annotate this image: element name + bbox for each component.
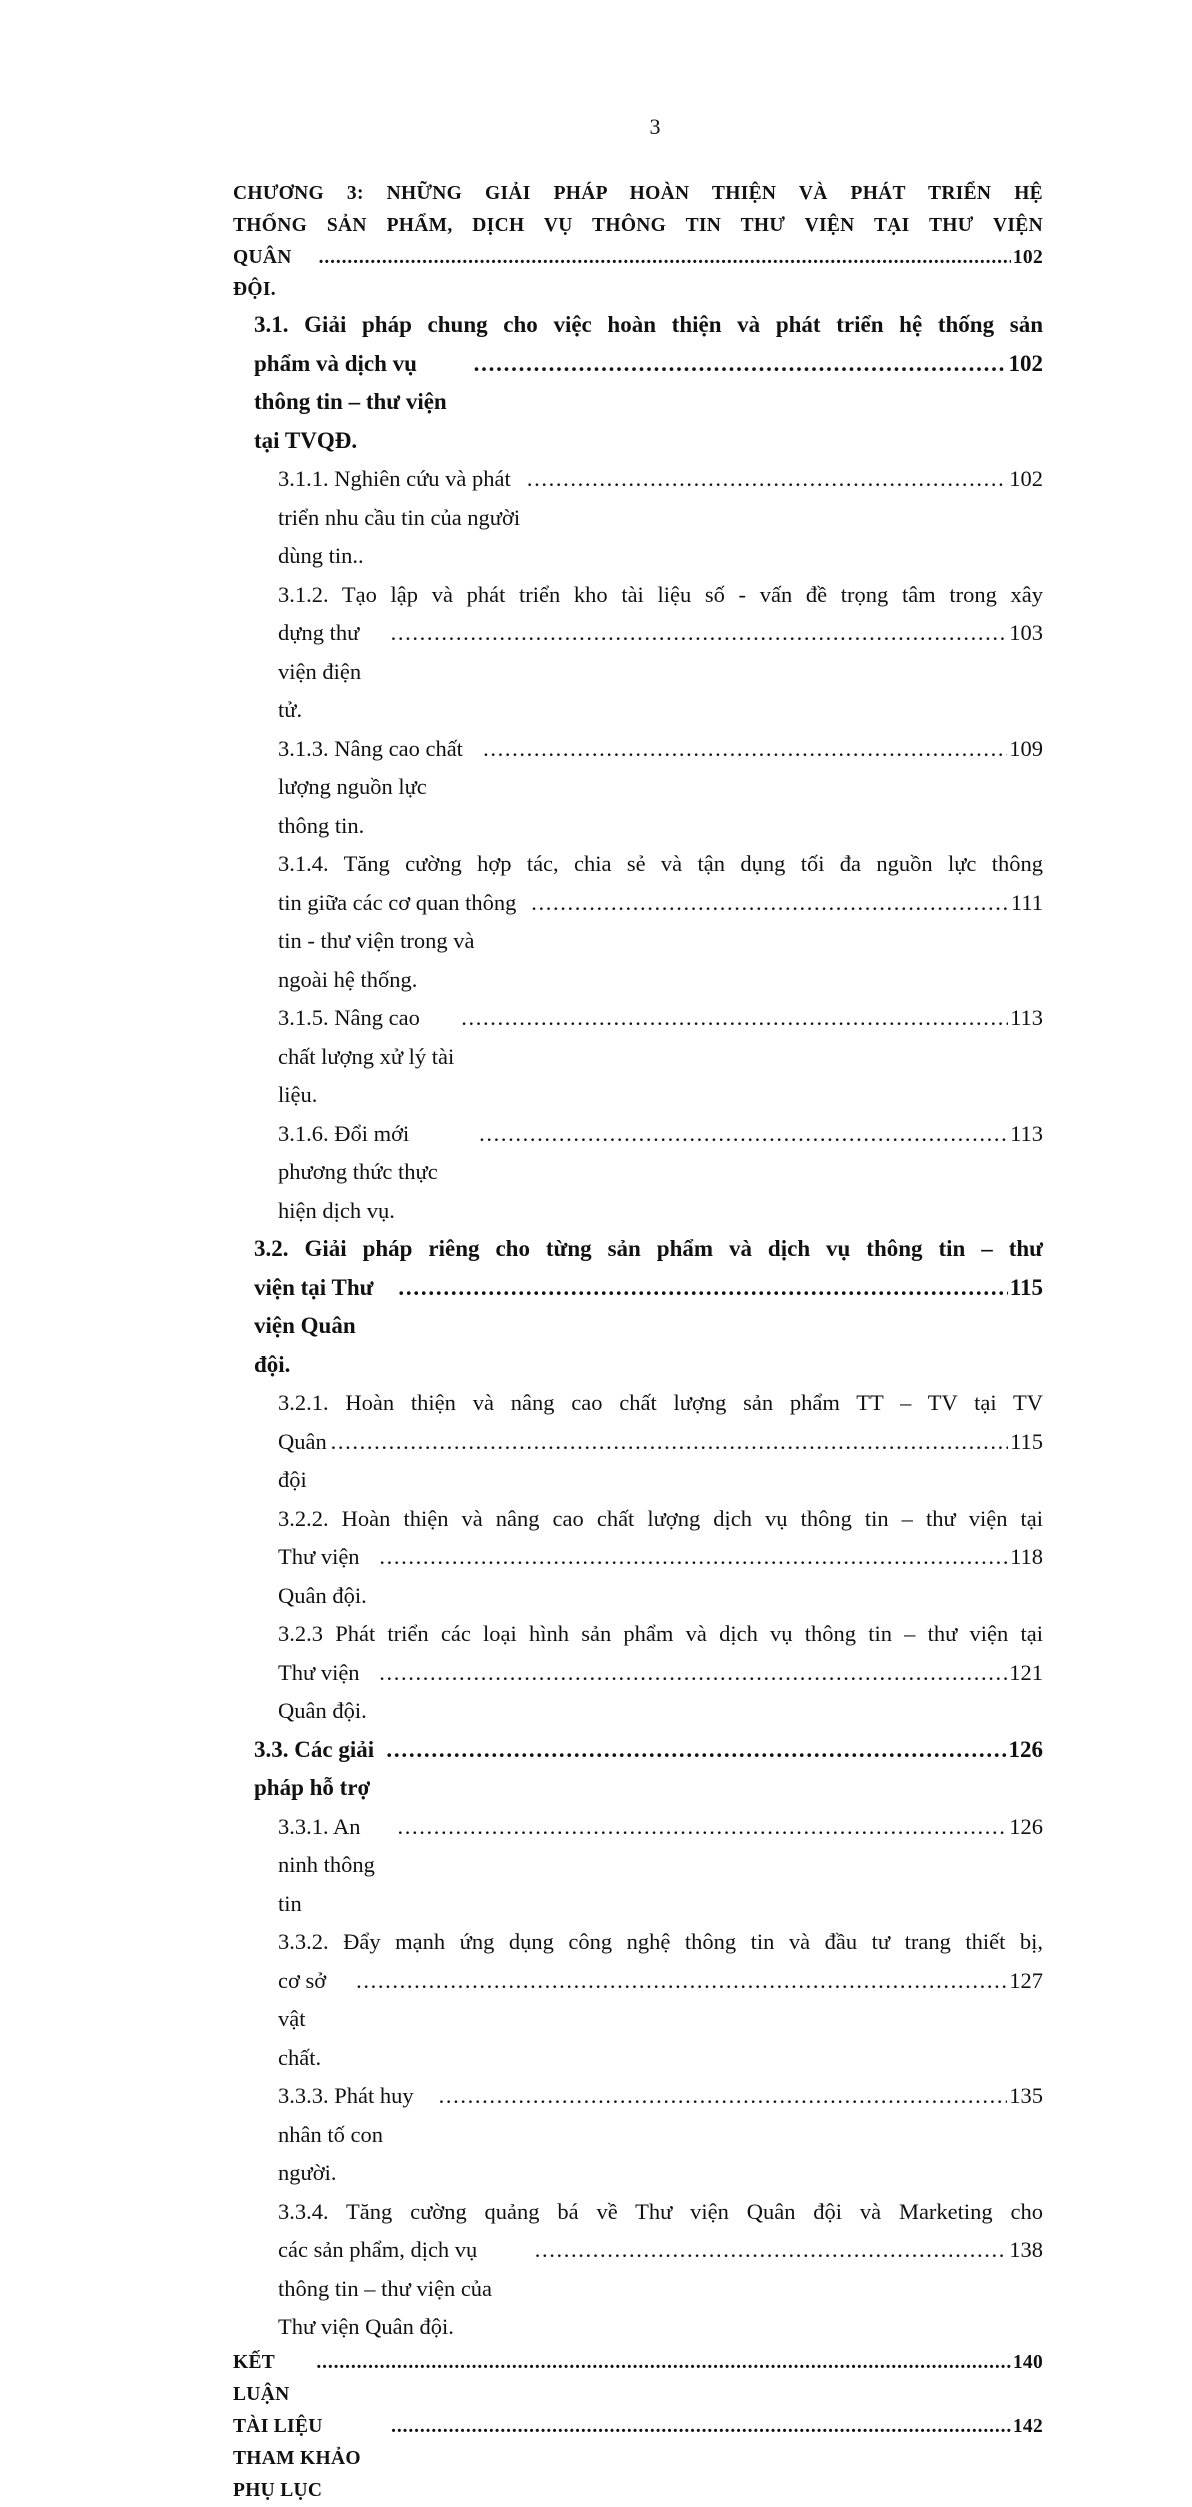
dot-leader [439,2077,1008,2116]
toc-entry-line: 3.3. Các giải pháp hỗ trợ [254,1736,375,1800]
toc-entry-line: 3.1.3. Nâng cao chất lượng nguồn lực thông tin. [278,735,463,838]
toc-page-number: 103 [1009,620,1043,645]
toc-page-number: 113 [1010,1005,1043,1030]
toc-entry-line: THỐNG SẢN PHẨM, DỊCH VỤ THÔNG TIN THƯ VIỆN TẠI THƯ VIỆN [233,215,1043,236]
toc-entry-line: Quân đội [278,1428,327,1492]
toc-entry-appendix[interactable] [233,2475,1043,2507]
toc-page-number: 102 [1008,350,1043,376]
toc-page-number: 109 [1009,735,1043,761]
toc-entry-line: các sản phẩm, dịch vụ thông tin – thư viện của Thư viện Quân đội. [278,2237,493,2339]
dot-leader [391,2411,1011,2443]
dot-leader [461,999,1008,1038]
toc-entry-line: 3.2.2. Hoàn thiện và nâng cao chất lượng dịch vụ thông tin – thư viện tại [278,1505,1043,1531]
dot-leader [527,460,1007,499]
toc-entry-line: TÀI LIỆU THAM KHẢO [233,2415,361,2469]
toc-entry-3-2-2[interactable] [233,1500,1043,1616]
toc-page-number: 118 [1010,1544,1043,1569]
toc-page-number: 126 [1008,1736,1043,1762]
dot-leader [316,2347,1011,2379]
toc-entry-3-1-1[interactable] [233,460,1043,576]
toc-entry-line: 3.2. Giải pháp riêng cho từng sản phẩm và dịch vụ thông tin – thư [254,1236,1043,1261]
toc-entry-line: cơ sở vật chất. [278,1967,327,2070]
toc-entry-line: tin giữa các cơ quan thông tin - thư viện trong và ngoài hệ thống. [278,889,517,992]
toc-entry-line: 3.2.1. Hoàn thiện và nâng cao chất lượng sản phẩm TT – TV tại TV [278,1390,1043,1415]
toc-entry-line: 3.1.2. Tạo lập và phát triển kho tài liệu số - vấn đề trọng tâm trong xây [278,581,1043,607]
toc-entry-references[interactable] [233,2411,1043,2475]
toc-entry-line: 3.3.4. Tăng cường quảng bá về Thư viện Quân đội và Marketing cho [278,2198,1043,2224]
toc-entry-line: 3.1.5. Nâng cao chất lượng xử lý tài liệu. [278,1005,455,1107]
toc-entry-3-1-3[interactable] [233,730,1043,846]
toc-page-number: 140 [1012,2351,1043,2373]
toc-page-number: 113 [1010,1120,1043,1146]
toc-entry-line: Thư viện Quân đội. [278,1659,367,1723]
toc-page-number: 115 [1010,1428,1043,1454]
dot-leader [535,2231,1007,2270]
dot-leader [398,1269,1007,1308]
toc-entry-3-1-2[interactable] [233,576,1043,730]
toc-entry-line: Thư viện Quân đội. [278,1544,367,1608]
toc-entry-line: PHỤ LỤC [233,2479,323,2501]
toc-entry-line: QUÂN ĐỘI. [233,247,292,300]
toc-entry-3-1-6[interactable] [233,1115,1043,1231]
toc-entry-3-3-3[interactable] [233,2077,1043,2193]
toc-entry-line: 3.3.1. An ninh thông tin [278,1813,375,1916]
toc-entry-3-3-2[interactable] [233,1923,1043,2077]
dot-leader [479,1115,1008,1154]
dot-leader [397,1808,1007,1847]
table-of-contents [233,178,1043,2507]
toc-entry-chapter-3[interactable] [233,178,1043,306]
toc-page-number: 135 [1009,2083,1043,2108]
toc-page-number: 102 [1012,247,1043,268]
toc-entry-line: 3.1.4. Tăng cường hợp tác, chia sẻ và tận dụng tối đa nguồn lực thông [278,851,1043,876]
toc-entry-line: 3.3.3. Phát huy nhân tố con người. [278,2083,414,2185]
dot-leader [474,345,1007,384]
dot-leader [319,242,1011,274]
dot-leader [356,1962,1007,2001]
toc-page-number: 138 [1009,2237,1043,2262]
toc-entry-3-3-1[interactable] [233,1808,1043,1924]
toc-entry-3-3[interactable] [233,1731,1043,1808]
dot-leader [379,1654,1007,1693]
dot-leader [386,1731,1006,1770]
toc-entry-3-2-3[interactable] [233,1615,1043,1731]
toc-entry-line: 3.1. Giải pháp chung cho việc hoàn thiện và phát triển hệ thống sản [254,312,1043,337]
toc-entry-conclusion[interactable] [233,2347,1043,2411]
toc-entry-line: viện tại Thư viện Quân đội. [254,1274,374,1377]
toc-entry-3-2-1[interactable] [233,1384,1043,1500]
toc-entry-line: phẩm và dịch vụ thông tin – thư viện tại TVQĐ. [254,350,447,453]
toc-entry-3-1-4[interactable] [233,845,1043,999]
dot-leader [483,730,1007,769]
toc-entry-line: 3.1.6. Đổi mới phương thức thực hiện dịch vụ. [278,1120,438,1223]
toc-entry-line: 3.1.1. Nghiên cứu và phát triển nhu cầu tin của người dùng tin.. [278,466,521,568]
toc-page-number: 121 [1009,1659,1043,1685]
toc-entry-3-1[interactable] [233,306,1043,460]
toc-page-number: 127 [1009,1967,1043,1993]
toc-entry-line: CHƯƠNG 3: NHỮNG GIẢI PHÁP HOÀN THIỆN VÀ PHÁT TRIỂN HỆ [233,183,1043,204]
toc-entry-line: 3.3.2. Đẩy mạnh ứng dụng công nghệ thông tin và đầu tư trang thiết bị, [278,1929,1043,1954]
toc-entry-3-3-4[interactable] [233,2193,1043,2347]
toc-entry-line: dựng thư viện điện tử. [278,620,362,722]
toc-entry-line: 3.2.3 Phát triển các loại hình sản phẩm và dịch vụ thông tin – thư viện tại [278,1621,1043,1646]
dot-leader [331,1423,1008,1462]
dot-leader [391,614,1008,653]
toc-page-number: 102 [1009,466,1043,491]
dot-leader [379,1538,1008,1577]
toc-page-number: 111 [1010,889,1043,915]
page-number: 3 [649,114,661,139]
toc-entry-line: KẾT LUẬN [233,2351,290,2405]
toc-entry-3-2[interactable] [233,1230,1043,1384]
toc-entry-3-1-5[interactable] [233,999,1043,1115]
toc-page-number: 115 [1009,1274,1043,1300]
toc-page-number: 126 [1009,1813,1043,1839]
toc-page-number: 142 [1012,2415,1043,2437]
dot-leader [531,884,1009,923]
